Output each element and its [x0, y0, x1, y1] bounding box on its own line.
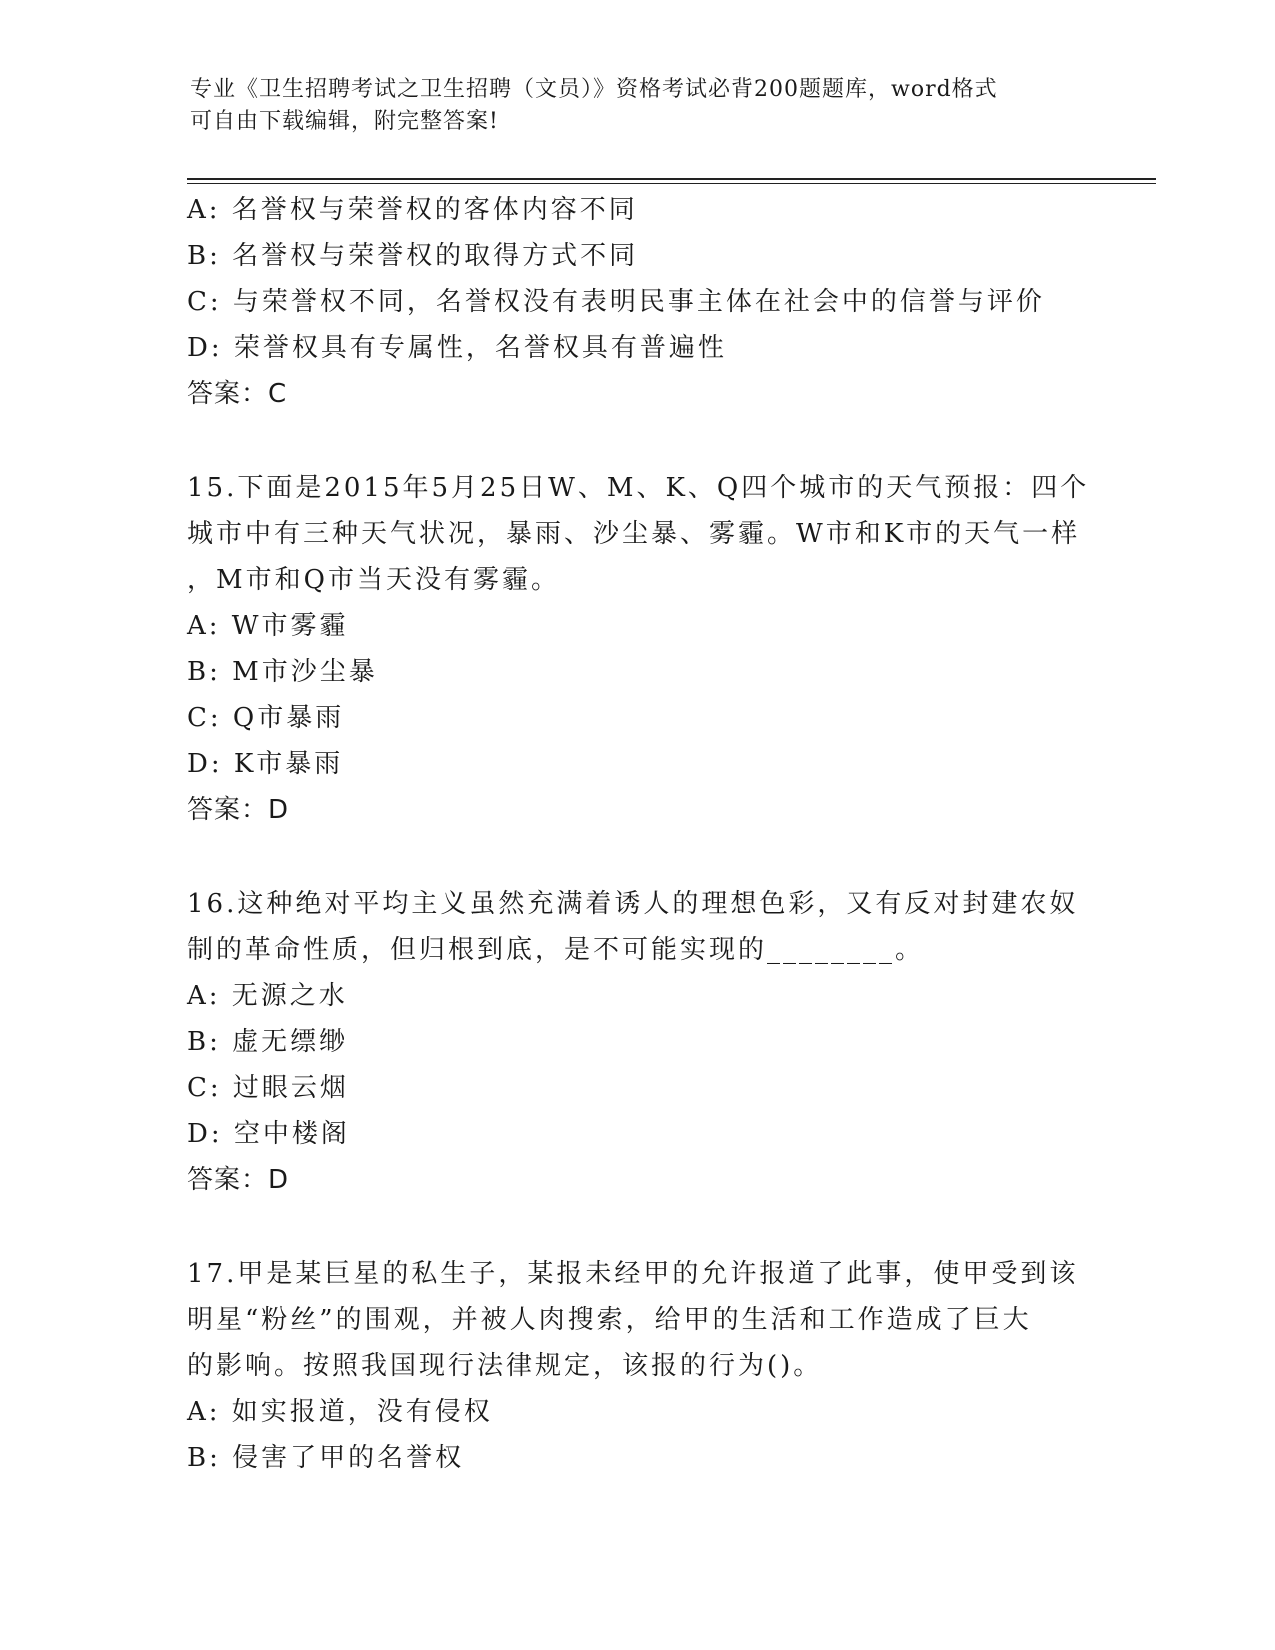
option-b: B: 虚无缥缈 [187, 1027, 349, 1057]
question-stem-line: 制的革命性质，但归根到底，是不可能实现的________。 [187, 935, 925, 965]
question-content [187, 187, 1090, 1481]
option-a: A: 名誉权与荣誉权的客体内容不同 [187, 195, 638, 225]
option-d: D: 空中楼阁 [187, 1119, 350, 1149]
option-a: A: W市雾霾 [187, 611, 349, 641]
question-14 [187, 187, 1087, 417]
header-divider [187, 178, 1156, 184]
answer: 答案：D [187, 795, 290, 825]
question-15 [187, 465, 1090, 833]
answer: 答案：C [187, 379, 288, 409]
option-c: C: 过眼云烟 [187, 1073, 349, 1103]
question-stem-line: 15.下面是2015年5月25日W、M、K、Q四个城市的天气预报：四个 [187, 473, 1090, 503]
question-17 [187, 1251, 1087, 1481]
question-16 [187, 881, 1087, 1203]
document-header [190, 74, 1090, 138]
question-stem-line: ，M市和Q市当天没有雾霾。 [187, 565, 560, 595]
question-stem-line: 城市中有三种天气状况，暴雨、沙尘暴、雾霾。W市和K市的天气一样 [187, 519, 1081, 549]
option-d: D: K市暴雨 [187, 749, 344, 779]
option-a: A: 无源之水 [187, 981, 348, 1011]
option-a: A: 如实报道，没有侵权 [187, 1397, 493, 1427]
option-d: D: 荣誉权具有专属性，名誉权具有普遍性 [187, 333, 727, 363]
option-c: C: Q市暴雨 [187, 703, 345, 733]
question-stem-line: 的影响。按照我国现行法律规定，该报的行为()。 [187, 1351, 823, 1381]
question-stem-line: 明星“粉丝”的围观，并被人肉搜索，给甲的生活和工作造成了巨大 [187, 1305, 1032, 1335]
option-c: C: 与荣誉权不同，名誉权没有表明民事主体在社会中的信誉与评价 [187, 287, 1045, 317]
header-title-line-2: 可自由下载编辑，附完整答案! [190, 109, 499, 134]
option-b: B: 名誉权与荣誉权的取得方式不同 [187, 241, 639, 271]
answer: 答案：D [187, 1165, 290, 1195]
question-stem-line: 16.这种绝对平均主义虽然充满着诱人的理想色彩，又有反对封建农奴 [187, 889, 1079, 919]
option-b: B: M市沙尘暴 [187, 657, 378, 687]
option-b: B: 侵害了甲的名誉权 [187, 1443, 465, 1473]
question-stem-line: 17.甲是某巨星的私生子，某报未经甲的允许报道了此事，使甲受到该 [187, 1259, 1079, 1289]
header-title-line-1: 专业《卫生招聘考试之卫生招聘（文员）》资格考试必背200题题库，word格式 [190, 77, 998, 102]
